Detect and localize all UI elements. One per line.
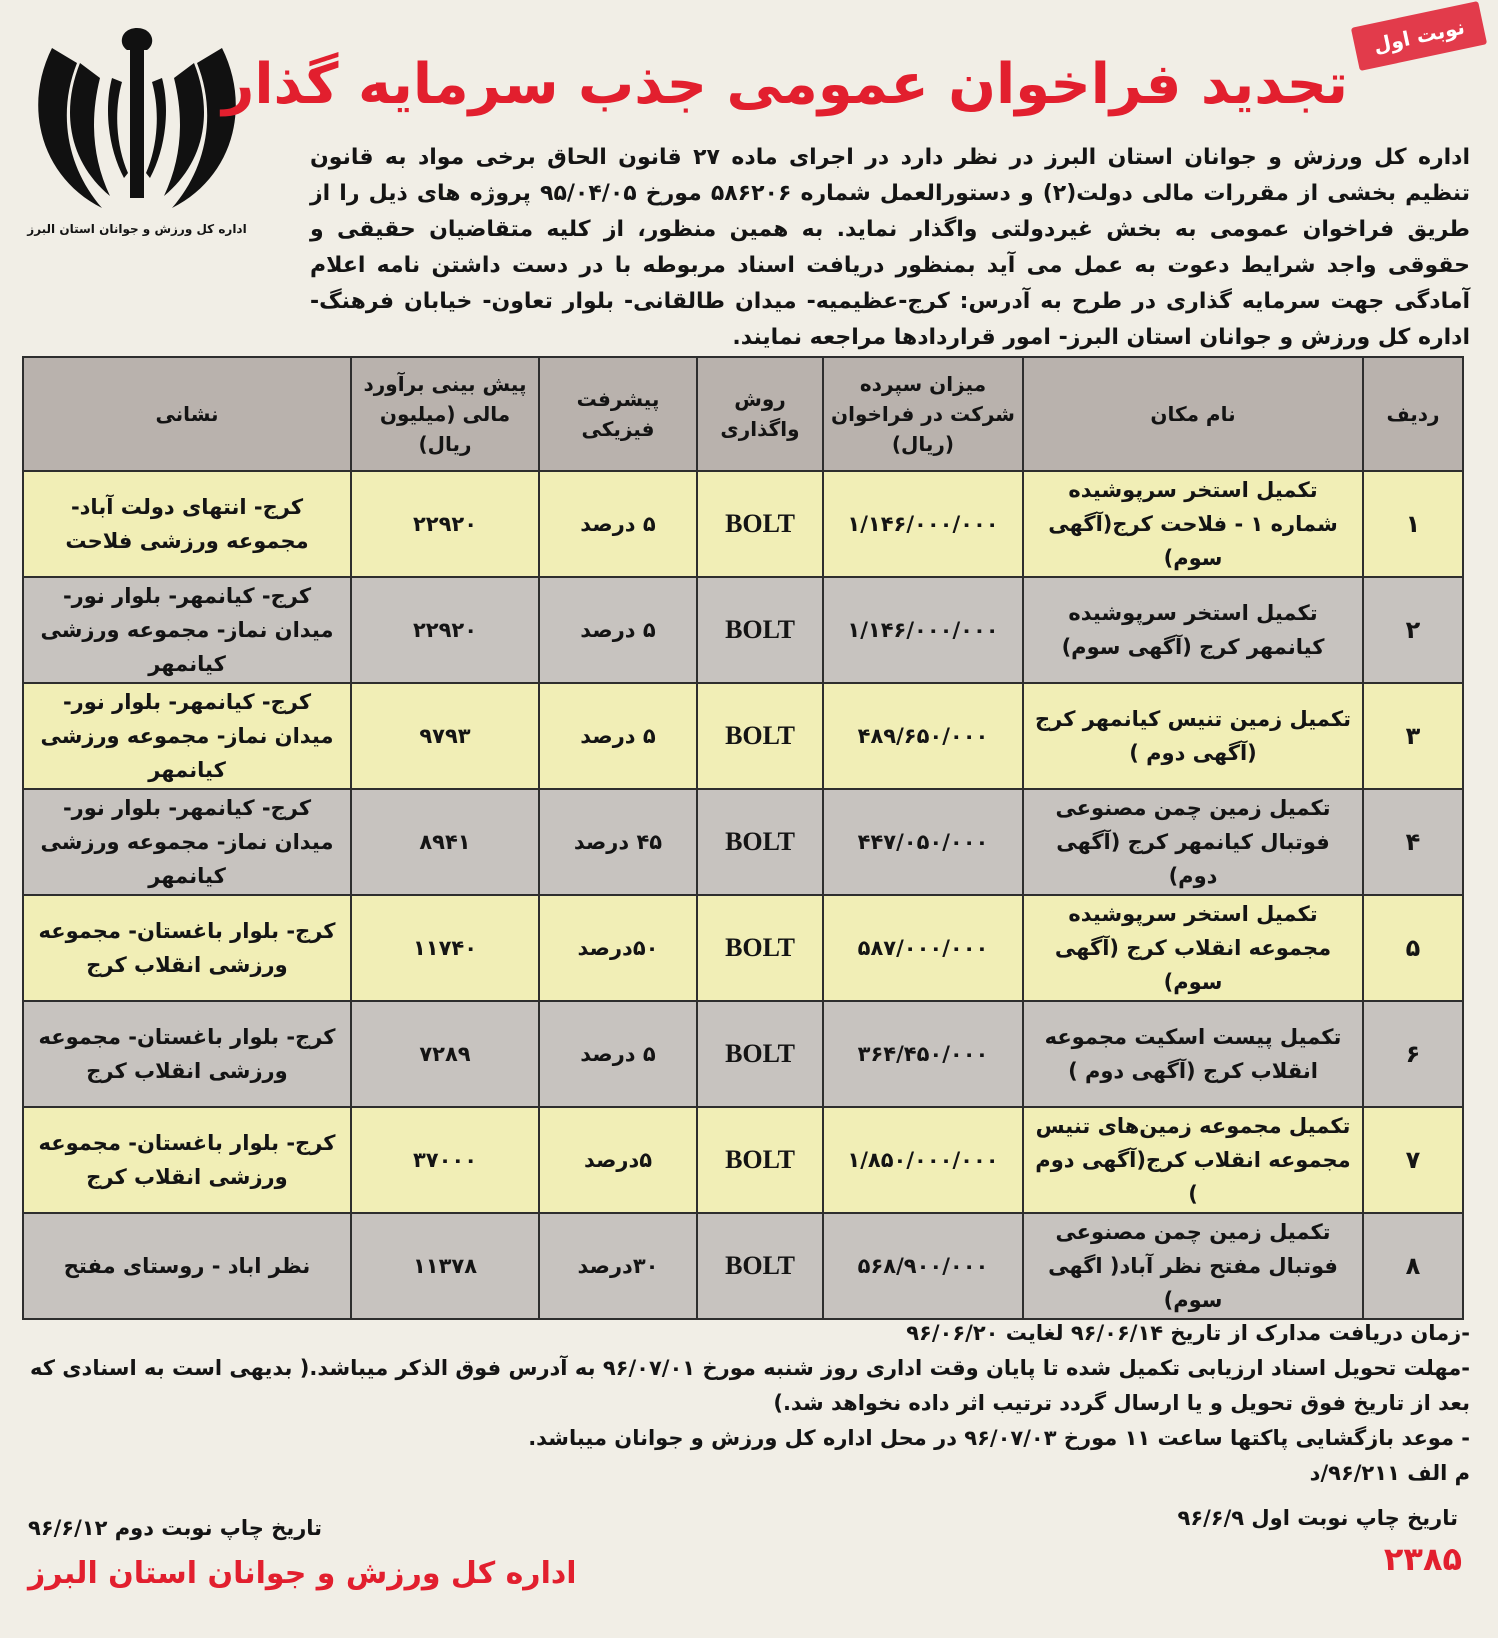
estimate: ۹۷۹۳ bbox=[351, 683, 539, 789]
method: BOLT bbox=[697, 1213, 823, 1319]
address: کرج- بلوار باغستان- مجموعه ورزشی انقلاب کرج bbox=[23, 895, 351, 1001]
row-number: ۱ bbox=[1363, 471, 1463, 577]
method: BOLT bbox=[697, 577, 823, 683]
intro-paragraph: اداره کل ورزش و جوانان استان البرز در نظر دارد در اجرای ماده ۲۷ قانون الحاق برخی مواد به قانون تنظیم بخشی از مقررات مالی دولت(۲) و دستورالعمل شماره ۵۸۶۲۰۶ مورخ ۹۵/۰۴/۰۵ پروژه های ذیل را از طریق فراخوان عمومی به بخش غیردولتی واگذار نماید. به همین منظور، از کلیه متقاضیان حقیقی و حقوقی واجد شرایط دعوت به عمل می آید بمنظور دریافت اسناد مربوطه با در دست داشتن نامه اعلام آمادگی جهت سرمایه گذاری در طرح به آدرس: کرج-عظیمیه- میدان طالقانی- بلوار تعاون- خیابان فرهنگ-اداره کل ورزش و جوانان استان البرز- امور قراردادها مراجعه نمایند. bbox=[310, 145, 1470, 350]
row-number: ۸ bbox=[1363, 1213, 1463, 1319]
table-row bbox=[23, 1107, 1463, 1213]
note-documents-date: -زمان دریافت مدارک از تاریخ ۹۶/۰۶/۱۴ لغایت ۹۶/۰۶/۲۰ bbox=[906, 1321, 1470, 1345]
deposit: ۵۸۷/۰۰۰/۰۰۰ bbox=[823, 895, 1023, 1001]
place-name: تکمیل پیست اسکیت مجموعه انقلاب کرج (آگهی دوم ) bbox=[1023, 1001, 1363, 1107]
address: کرج- بلوار باغستان- مجموعه ورزشی انقلاب کرج bbox=[23, 1107, 351, 1213]
col-row: ردیف bbox=[1363, 357, 1463, 471]
deposit: ۵۶۸/۹۰۰/۰۰۰ bbox=[823, 1213, 1023, 1319]
estimate: ۸۹۴۱ bbox=[351, 789, 539, 895]
deposit: ۳۶۴/۴۵۰/۰۰۰ bbox=[823, 1001, 1023, 1107]
organization-signature: اداره کل ورزش و جوانان استان البرز bbox=[28, 1556, 577, 1591]
estimate: ۲۲۹۲۰ bbox=[351, 577, 539, 683]
estimate: ۱۱۳۷۸ bbox=[351, 1213, 539, 1319]
col-estimate: پیش بینی برآورد مالی (میلیون ریال) bbox=[351, 357, 539, 471]
deposit: ۴۸۹/۶۵۰/۰۰۰ bbox=[823, 683, 1023, 789]
col-deposit: میزان سپرده شرکت در فراخوان (ریال) bbox=[823, 357, 1023, 471]
address: کرج- انتهای دولت آباد- مجموعه ورزشی فلاحت bbox=[23, 471, 351, 577]
row-number: ۷ bbox=[1363, 1107, 1463, 1213]
address: کرج- کیانمهر- بلوار نور- میدان نماز- مجموعه ورزشی کیانمهر bbox=[23, 789, 351, 895]
place-name: تکمیل زمین چمن مصنوعی فوتبال کیانمهر کرج (آگهی دوم) bbox=[1023, 789, 1363, 895]
progress: ۳۰درصد bbox=[539, 1213, 697, 1319]
col-progress: پیشرفت فیزیکی bbox=[539, 357, 697, 471]
method: BOLT bbox=[697, 471, 823, 577]
row-number: ۳ bbox=[1363, 683, 1463, 789]
row-number: ۵ bbox=[1363, 895, 1463, 1001]
row-number: ۶ bbox=[1363, 1001, 1463, 1107]
table-row bbox=[23, 789, 1463, 895]
estimate: ۲۲۹۲۰ bbox=[351, 471, 539, 577]
place-name: تکمیل استخر سرپوشیده مجموعه انقلاب کرج (آگهی سوم) bbox=[1023, 895, 1363, 1001]
method: BOLT bbox=[697, 1107, 823, 1213]
round-badge: نوبت اول bbox=[1351, 1, 1487, 71]
iran-emblem-icon bbox=[32, 18, 242, 218]
table-row bbox=[23, 895, 1463, 1001]
table-row bbox=[23, 577, 1463, 683]
place-name: تکمیل زمین چمن مصنوعی فوتبال مفتح نظر آباد( اگهی سوم) bbox=[1023, 1213, 1363, 1319]
table-row bbox=[23, 1213, 1463, 1319]
place-name: تکمیل استخر سرپوشیده شماره ۱ - فلاحت کرج(آگهی سوم) bbox=[1023, 471, 1363, 577]
progress: ۵ درصد bbox=[539, 577, 697, 683]
progress: ۵ درصد bbox=[539, 471, 697, 577]
estimate: ۷۲۸۹ bbox=[351, 1001, 539, 1107]
note-opening-time: - موعد بازگشایی پاکتها ساعت ۱۱ مورخ ۹۶/۰۷/۰۳ در محل اداره کل ورزش و جوانان میباشد. bbox=[528, 1426, 1470, 1450]
logo-caption: اداره کل ورزش و جوانان استان البرز bbox=[27, 222, 247, 236]
deposit: ۱/۱۴۶/۰۰۰/۰۰۰ bbox=[823, 577, 1023, 683]
print-date-first: تاریخ چاپ نوبت اول ۹۶/۶/۹ bbox=[1177, 1506, 1458, 1530]
print-date-second: تاریخ چاپ نوبت دوم ۹۶/۶/۱۲ bbox=[28, 1516, 323, 1540]
estimate: ۱۱۷۴۰ bbox=[351, 895, 539, 1001]
progress: ۵درصد bbox=[539, 1107, 697, 1213]
progress: ۵۰درصد bbox=[539, 895, 697, 1001]
footer-notes bbox=[30, 1316, 1470, 1491]
note-delivery-deadline: -مهلت تحویل اسناد ارزیابی تکمیل شده تا پایان وقت اداری روز شنبه مورخ ۹۶/۰۷/۰۱ به آدرس فوق الذکر میباشد.( بدیهی است به اسنادی که بعد از تاریخ فوق تحویل و یا ارسال گردد ترتیب اثر داده نخواهد شد.) bbox=[30, 1356, 1470, 1415]
col-method: روش واگذاری bbox=[697, 357, 823, 471]
reference-code: م الف ۹۶/۲۱۱/د bbox=[1309, 1461, 1470, 1485]
table-row bbox=[23, 683, 1463, 789]
deposit: ۱/۸۵۰/۰۰۰/۰۰۰ bbox=[823, 1107, 1023, 1213]
progress: ۴۵ درصد bbox=[539, 789, 697, 895]
col-name: نام مکان bbox=[1023, 357, 1363, 471]
method: BOLT bbox=[697, 1001, 823, 1107]
table-header-row bbox=[23, 357, 1463, 471]
col-address: نشانی bbox=[23, 357, 351, 471]
row-number: ۲ bbox=[1363, 577, 1463, 683]
logo bbox=[22, 18, 252, 258]
page-title: تجدید فراخوان عمومی جذب سرمایه گذار bbox=[222, 52, 1348, 117]
progress: ۵ درصد bbox=[539, 1001, 697, 1107]
place-name: تکمیل مجموعه زمین‌های تنیس مجموعه انقلاب کرج(آگهی دوم ) bbox=[1023, 1107, 1363, 1213]
address: نظر اباد - روستای مفتح bbox=[23, 1213, 351, 1319]
place-name: تکمیل استخر سرپوشیده کیانمهر کرج (آگهی سوم) bbox=[1023, 577, 1363, 683]
deposit: ۴۴۷/۰۵۰/۰۰۰ bbox=[823, 789, 1023, 895]
row-number: ۴ bbox=[1363, 789, 1463, 895]
address: کرج- کیانمهر- بلوار نور- میدان نماز- مجموعه ورزشی کیانمهر bbox=[23, 577, 351, 683]
projects-table bbox=[24, 356, 1464, 1320]
ad-number: ۲۳۸۵ bbox=[1383, 1540, 1462, 1578]
table-row bbox=[23, 471, 1463, 577]
address: کرج- کیانمهر- بلوار نور- میدان نماز- مجموعه ورزشی کیانمهر bbox=[23, 683, 351, 789]
method: BOLT bbox=[697, 789, 823, 895]
table-row bbox=[23, 1001, 1463, 1107]
place-name: تکمیل زمین تنیس کیانمهر کرج (آگهی دوم ) bbox=[1023, 683, 1363, 789]
address: کرج- بلوار باغستان- مجموعه ورزشی انقلاب کرج bbox=[23, 1001, 351, 1107]
method: BOLT bbox=[697, 895, 823, 1001]
method: BOLT bbox=[697, 683, 823, 789]
progress: ۵ درصد bbox=[539, 683, 697, 789]
estimate: ۳۷۰۰۰ bbox=[351, 1107, 539, 1213]
deposit: ۱/۱۴۶/۰۰۰/۰۰۰ bbox=[823, 471, 1023, 577]
